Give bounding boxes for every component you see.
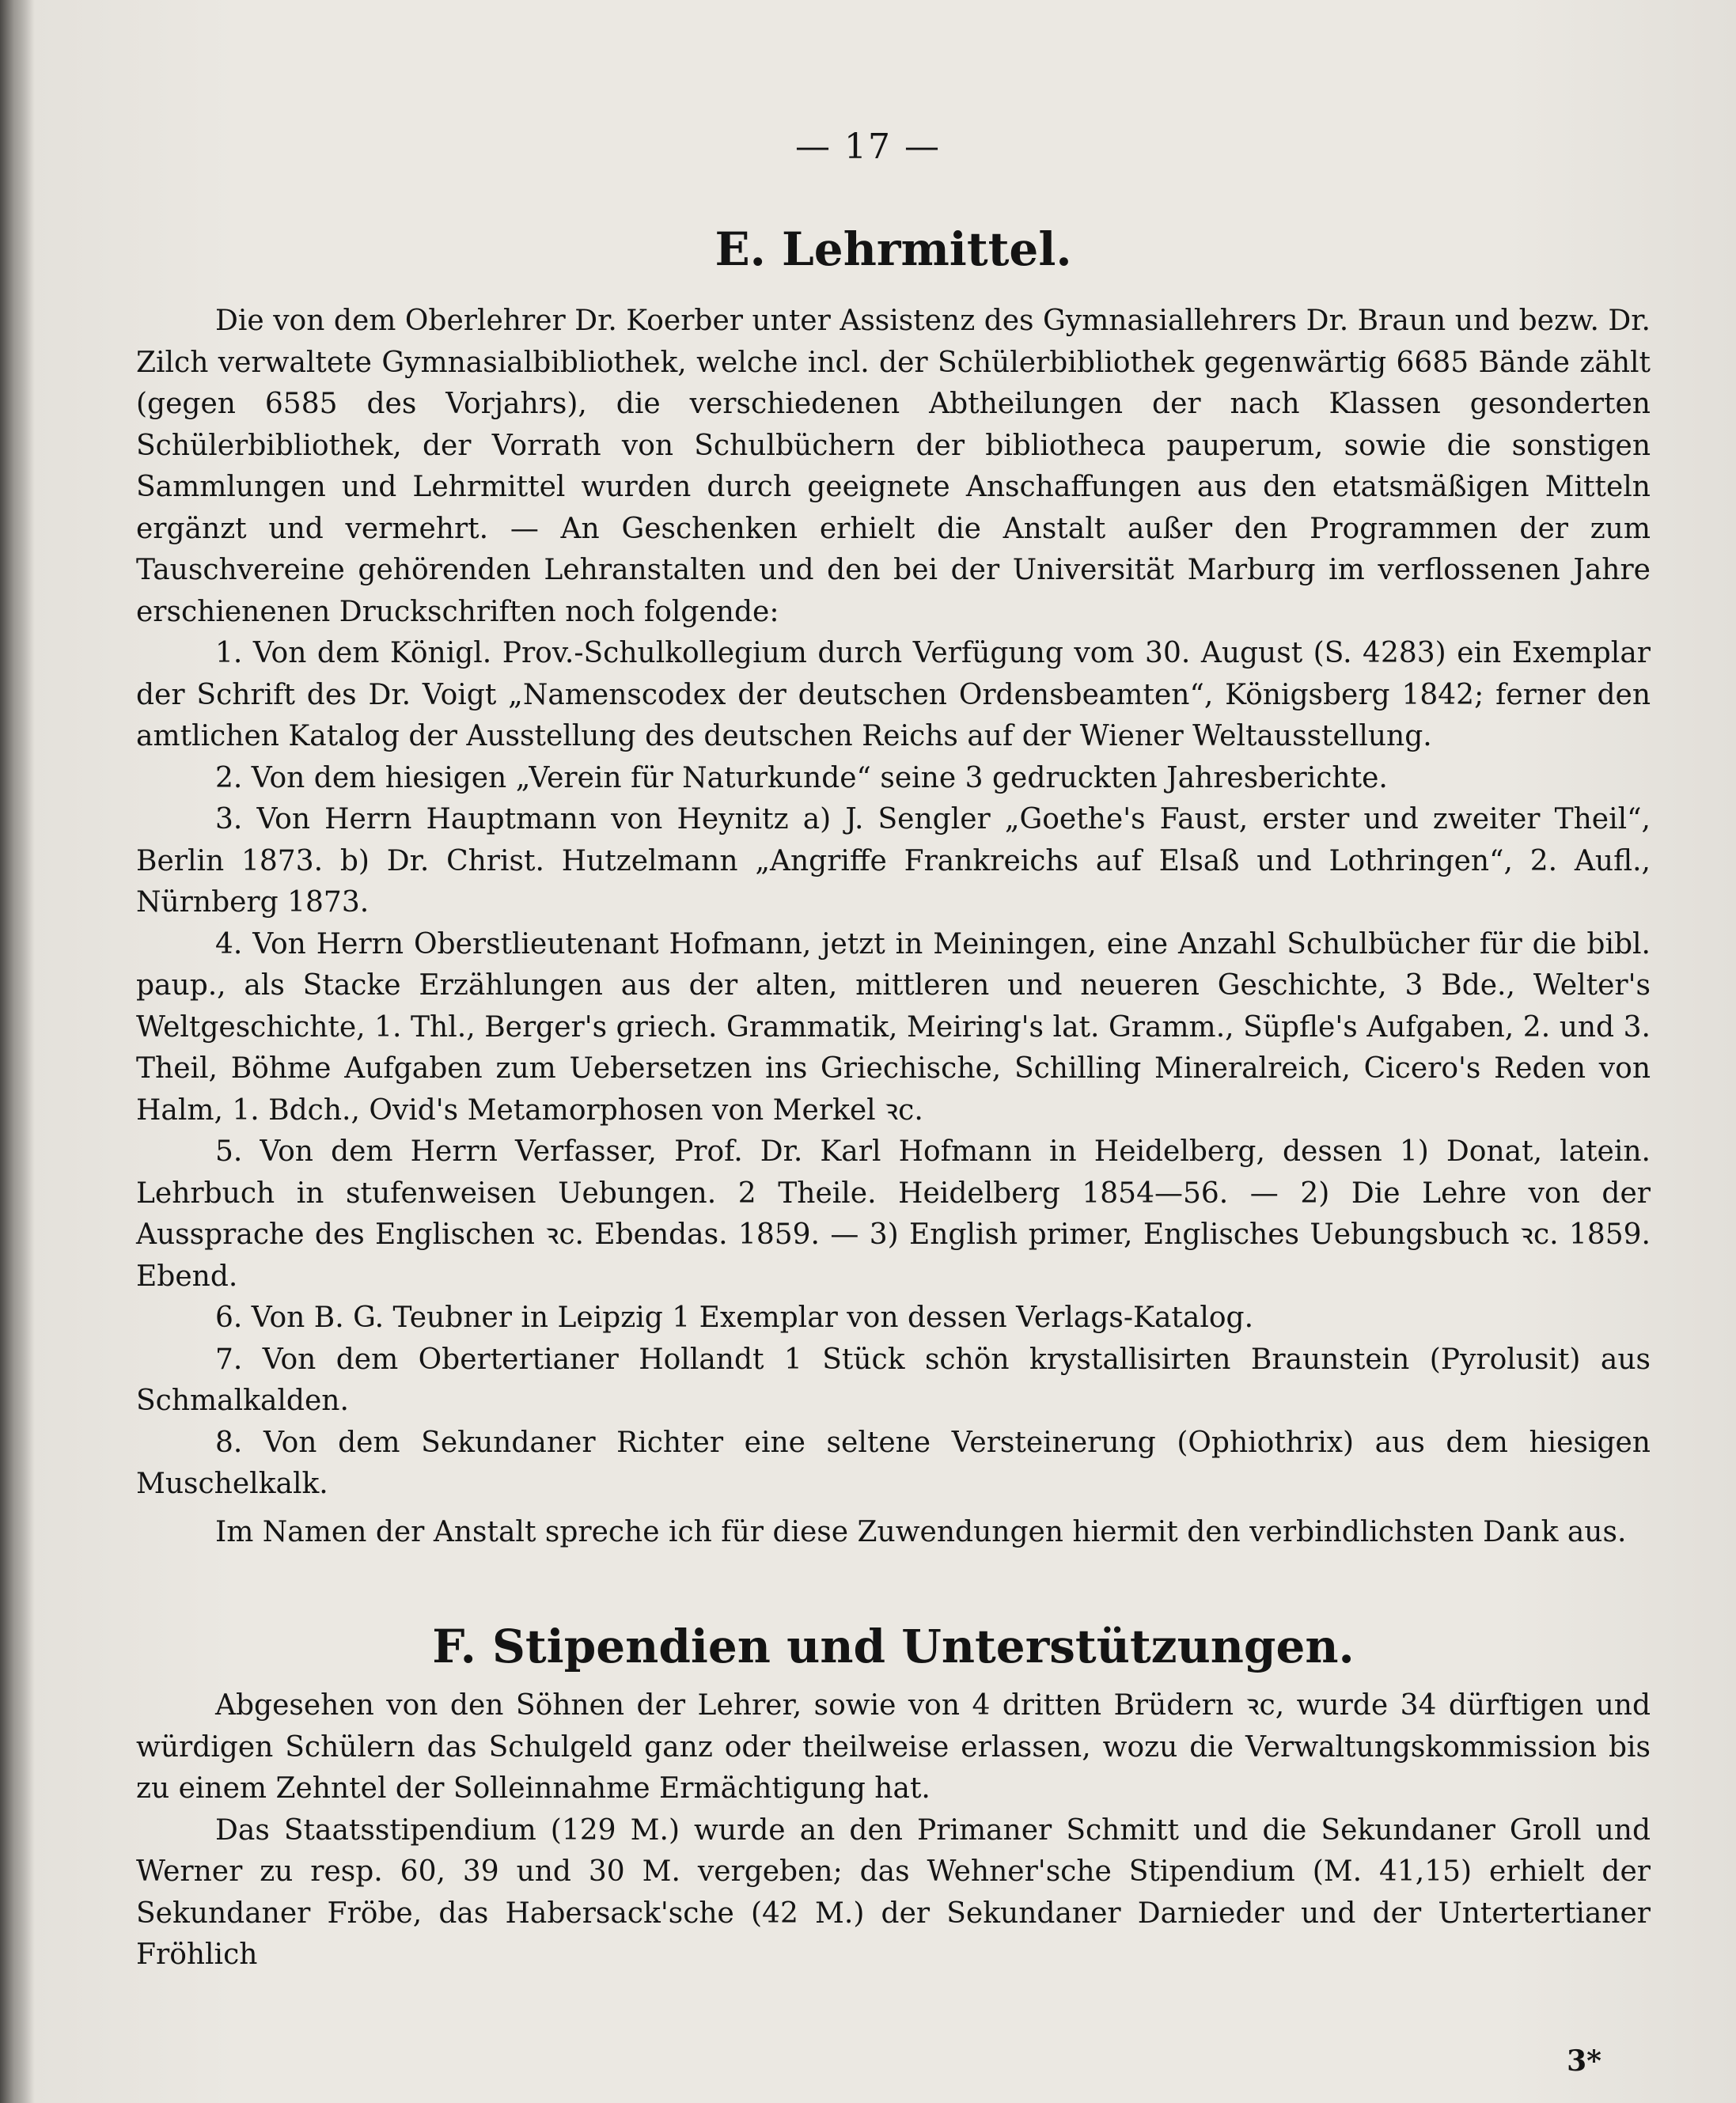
section-e-body <box>136 301 1651 1553</box>
section-f-body <box>136 1685 1651 1976</box>
page-number: — 17 — <box>795 127 941 167</box>
list-item: 3. Von Herrn Hauptmann von Heynitz a) J. Sengler „Goethe's Faust, erster und zweiter Theil“, Berlin 1873. b) Dr. Christ. Hutzelmann „Angriffe Frankreichs auf Elsaß und Lothringen“, 2. Aufl., Nürnberg 1873. <box>136 803 1651 919</box>
section-e-heading: E. Lehrmittel. <box>714 222 1072 276</box>
section-e-thanks: Im Namen der Anstalt spreche ich für diese Zuwendungen hiermit den verbindlichsten Dank aus. <box>215 1515 1627 1548</box>
book-spine-shadow <box>0 0 35 2103</box>
section-f-para-1: Abgesehen von den Söhnen der Lehrer, sowie von 4 dritten Brüdern ꝛc, wurde 34 dürftigen und würdigen Schülern das Schulgeld ganz oder theilweise erlassen, wozu die Verwaltungskommission bis zu einem Zehntel der Solleinnahme Ermächtigung hat. <box>136 1689 1651 1805</box>
list-item: 7. Von dem Obertertianer Hollandt 1 Stück schön krystallisirten Braunstein (Pyrolusit) aus Schmalkalden. <box>136 1343 1651 1417</box>
section-e-intro: Die von dem Oberlehrer Dr. Koerber unter Assistenz des Gymnasiallehrers Dr. Braun und bezw. Dr. Zilch verwaltete Gymnasialbibliothek, welche incl. der Schülerbibliothek gegenwärtig 6685 Bände zählt (gegen 6585 des Vorjahrs), die verschiedenen Abtheilungen der nach Klassen gesonderten Schülerbibliothek, der Vorrath von Schulbüchern der bibliotheca pauperum, sowie die sonstigen Sammlungen und Lehrmittel wurden durch geeignete Anschaffungen aus den etatsmäßigen Mitteln ergänzt und vermehrt. — An Geschenken erhielt die Anstalt außer den Programmen der zum Tauschvereine gehörenden Lehranstalten und den bei der Universität Marburg im verflossenen Jahre erschienenen Druckschriften noch folgende: <box>136 305 1651 628</box>
list-item: 8. Von dem Sekundaner Richter eine seltene Versteinerung (Ophiothrix) aus dem hiesigen Muschelkalk. <box>136 1426 1651 1500</box>
list-item: 5. Von dem Herrn Verfasser, Prof. Dr. Karl Hofmann in Heidelberg, dessen 1) Donat, latein. Lehrbuch in stufenweisen Uebungen. 2 Theile. Heidelberg 1854—56. — 2) Die Lehre von der Aussprache des Englischen ꝛc. Ebendas. 1859. — 3) English primer, Englisches Uebungsbuch ꝛc. 1859. Ebend. <box>136 1135 1651 1293</box>
list-item: 6. Von B. G. Teubner in Leipzig 1 Exemplar von dessen Verlags-Katalog. <box>215 1302 1254 1334</box>
list-item: 2. Von dem hiesigen „Verein für Naturkunde“ seine 3 gedruckten Jahresberichte. <box>215 761 1388 794</box>
signature-mark: 3* <box>1567 2044 1601 2078</box>
section-f-para-2: Das Staatsstipendium (129 M.) wurde an den Primaner Schmitt und die Sekundaner Groll und Werner zu resp. 60, 39 und 30 M. vergeben; das Wehner'sche Stipendium (M. 41,15) erhielt der Sekundaner Fröbe, das Habersack'sche (42 M.) der Sekundaner Darnieder und der Untertertianer Fröhlich <box>136 1813 1651 1971</box>
section-f-heading: F. Stipendien und Unterstützungen. <box>432 1620 1355 1673</box>
list-item: 1. Von dem Königl. Prov.-Schulkollegium durch Verfügung vom 30. August (S. 4283) ein Exemplar der Schrift des Dr. Voigt „Namenscodex der deutschen Ordensbeamten“, Königsberg 1842; ferner den amtlichen Katalog der Ausstellung des deutschen Reichs auf der Wiener Weltausstellung. <box>136 637 1651 752</box>
list-item: 4. Von Herrn Oberstlieutenant Hofmann, jetzt in Meiningen, eine Anzahl Schulbücher für die bibl. paup., als Stacke Erzählungen aus der alten, mittleren und neueren Geschichte, 3 Bde., Welter's Weltgeschichte, 1. Thl., Berger's griech. Grammatik, Meiring's lat. Gramm., Süpfle's Aufgaben, 2. und 3. Theil, Böhme Aufgaben zum Uebersetzen ins Griechische, Schilling Mineralreich, Cicero's Reden von Halm, 1. Bdch., Ovid's Metamorphosen von Merkel ꝛc. <box>136 927 1651 1127</box>
